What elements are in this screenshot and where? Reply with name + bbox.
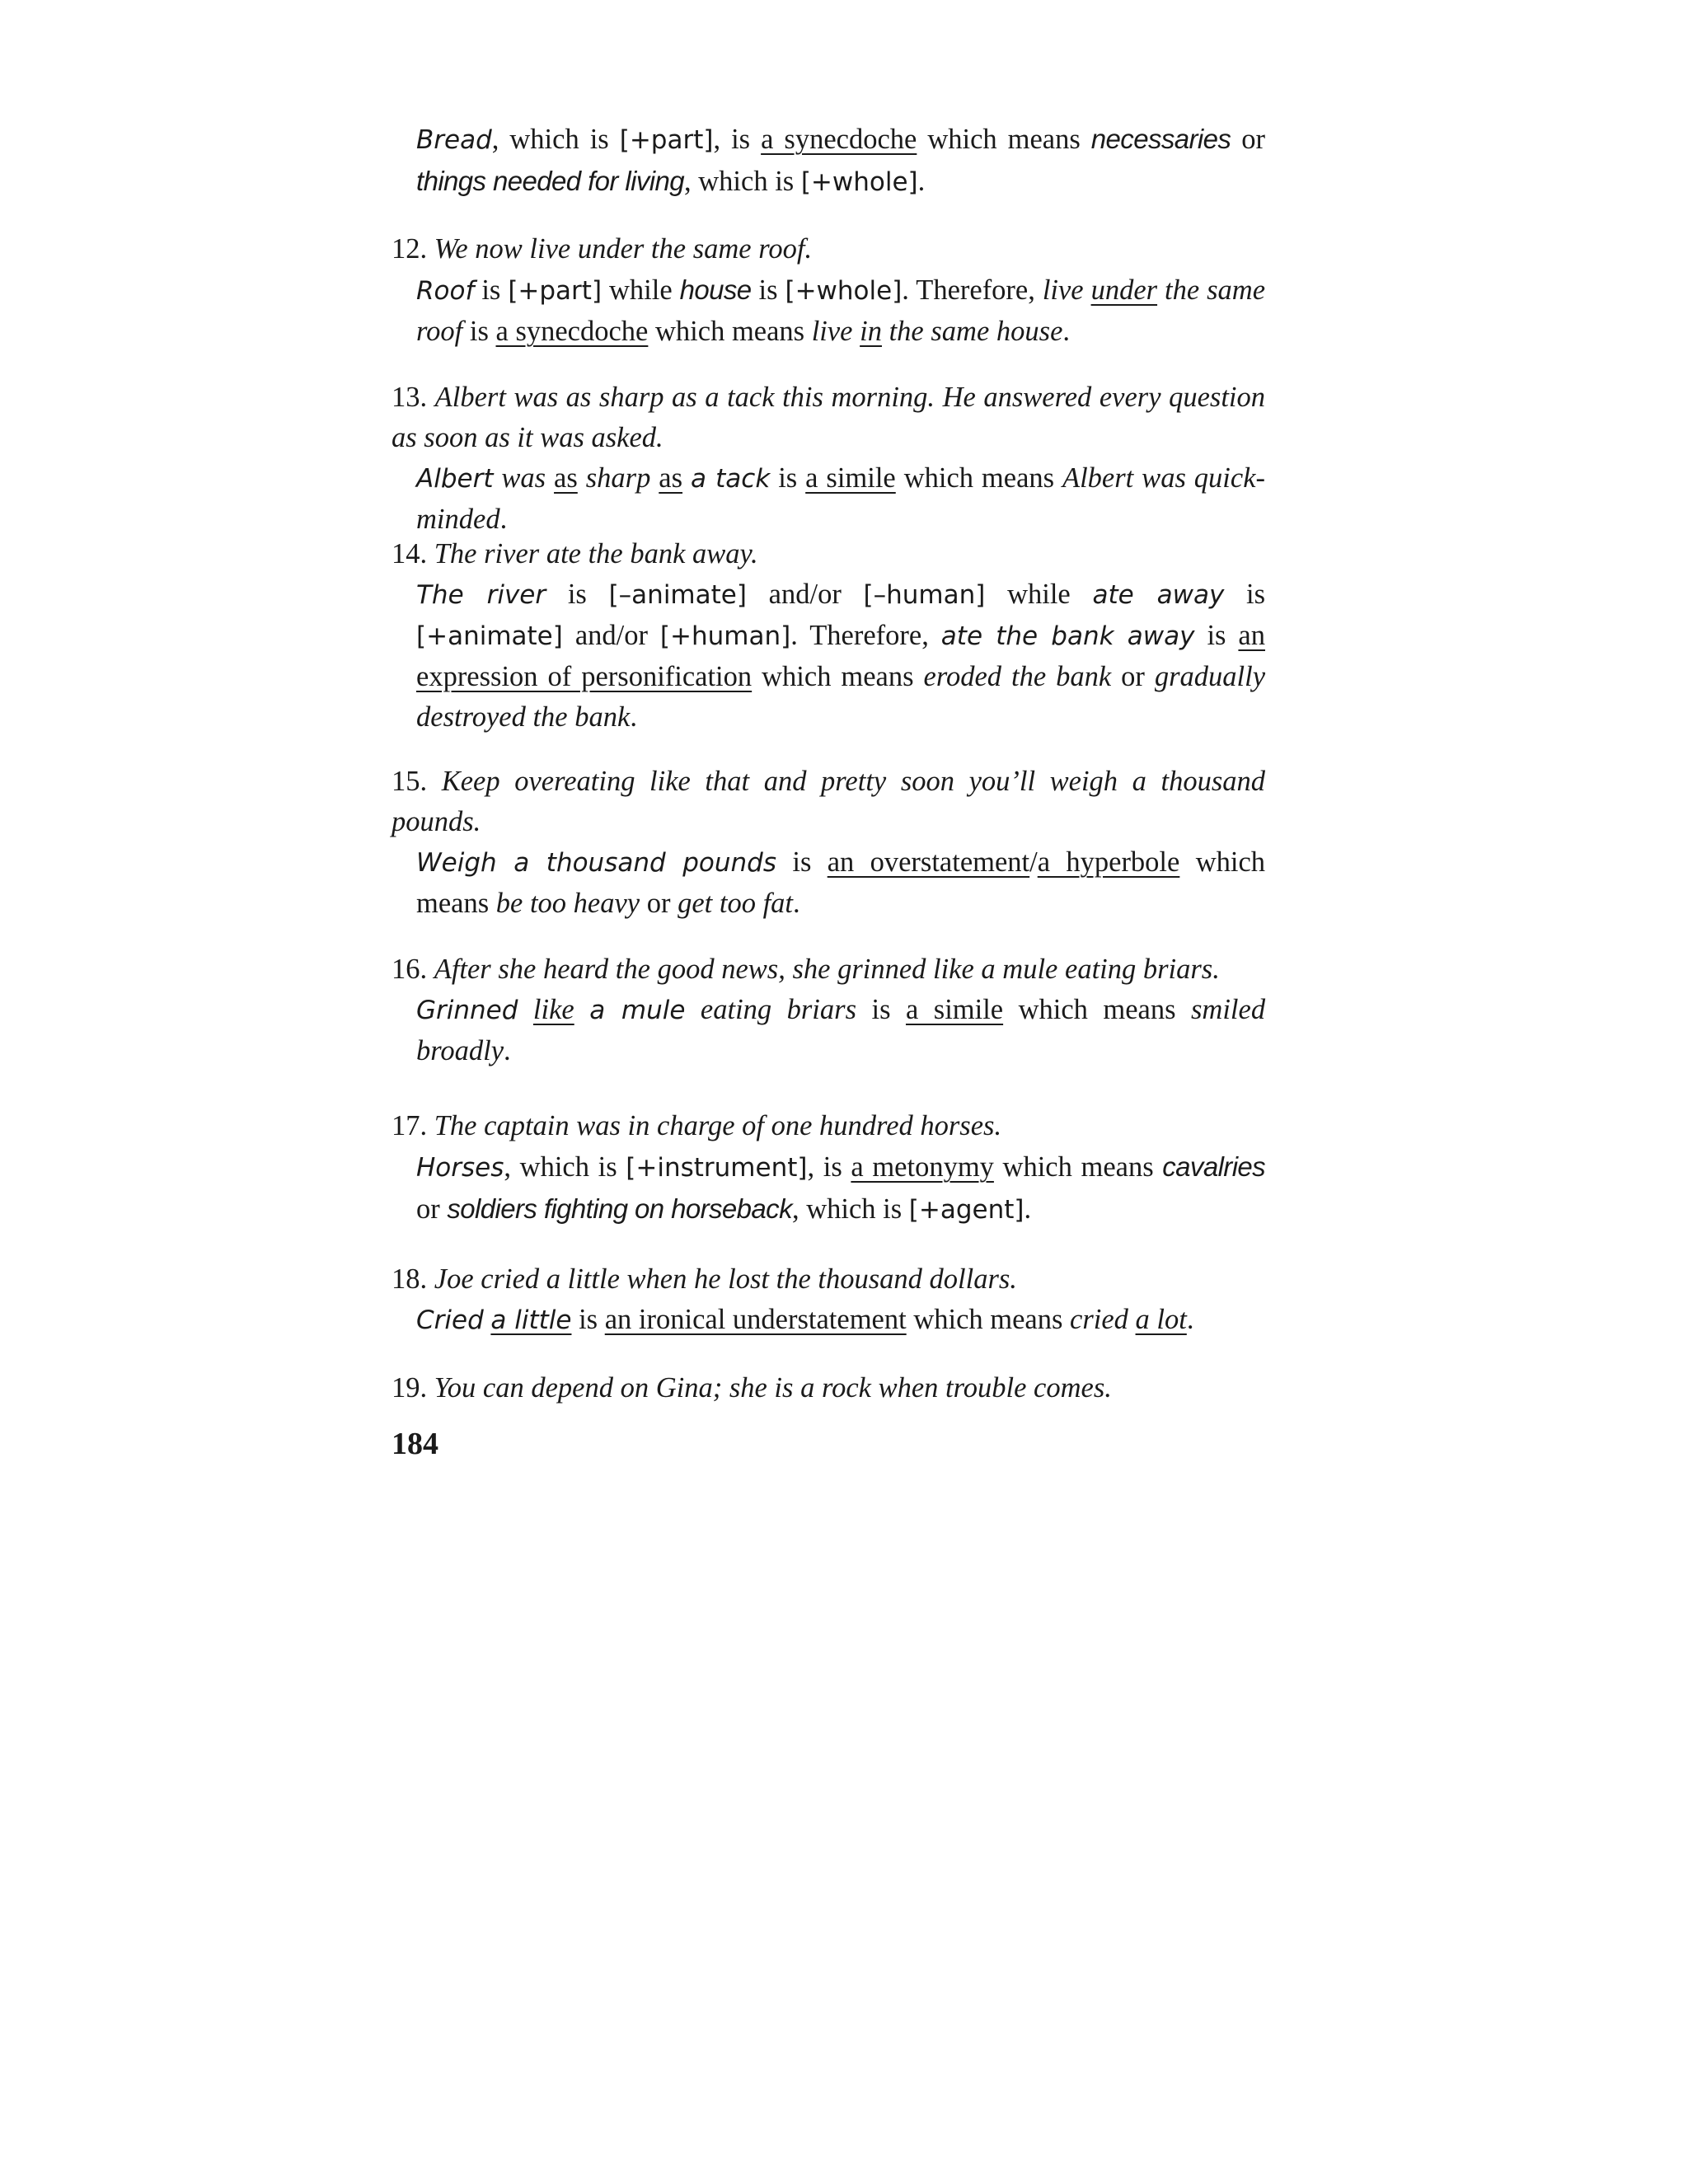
feature-tag: [+agent] [908,1195,1025,1225]
text: which is [509,124,609,155]
text: is [481,274,501,306]
text: is [579,1304,598,1335]
entry-18 [392,1259,1265,1341]
term: a tack [690,464,771,494]
feature-tag: [+whole] [800,167,918,197]
term: a mule [589,996,686,1025]
explanation-14: The river is [–animate] and/or [–human] while ate away is [+animate] and/or [+human]. Therefore, ate the bank away is an expression of personification which means eroded the bank or gradually destroyed the bank. [416,579,1266,733]
word: sharp [585,462,651,494]
text: means [416,888,490,919]
meaning: cried [1070,1304,1128,1335]
text: which means [903,462,1055,494]
comparison-word: like [532,994,574,1025]
text: or [416,1193,440,1225]
meaning: smiled broadly [416,994,1266,1066]
example-sentence: Joe cried a little when he lost the thousand dollars. [434,1263,1017,1295]
explanation-17: Horses, which is [+instrument], is a metonymy which means cavalries or soldiers fighting on horseback, which is [+agent]. [416,1151,1266,1225]
text: which is [806,1193,903,1225]
feature-tag: [–human] [863,580,986,610]
comparison-word: as [554,462,578,494]
explanation-15: Weigh a thousand pounds is an overstatement/a hyperbole which means be too heavy or get too fat. [416,846,1266,919]
term: Horses [416,1153,504,1183]
example-sentence-17 [392,1106,1265,1146]
example-sentence: After she heard the good news, she grinned like a mule eating briars. [434,954,1220,985]
text: is [823,1151,842,1183]
text: which means [762,661,914,692]
meaning: eroded the bank [923,661,1112,692]
entry-19 [392,1368,1265,1408]
phrase: live [1042,274,1084,306]
meaning: necessaries [1090,124,1231,154]
text: is [871,994,891,1025]
meaning-underlined: a lot [1135,1304,1187,1335]
item-number: 13. [392,382,428,413]
page-number: 184 [392,1427,438,1461]
feature-tag: [+whole] [785,276,903,306]
example-sentence: Keep overeating like that and pretty soon you’ll weigh a thousand pounds. [392,766,1265,837]
meaning: the same house [889,316,1063,347]
text: which means [655,316,805,347]
entry-17 [392,1106,1265,1230]
text: is [731,124,751,155]
feature-tag: [+animate] [416,621,563,651]
meaning: get too fat [678,888,794,919]
figure-of-speech: an ironical understatement [604,1304,907,1335]
term: Albert [416,464,494,494]
figure-of-speech: an expression of personification [416,620,1265,692]
item-number: 18. [392,1263,428,1295]
example-sentence-13 [392,377,1265,458]
explanation-18: Cried a little is an ironical understatement which means cried a lot. [416,1304,1194,1335]
meaning-underlined: in [860,316,882,347]
text: which means [913,1304,1063,1335]
example-sentence-16 [392,949,1265,990]
figure-of-speech: a simile [805,462,896,494]
term: ate the bank away [940,621,1195,651]
example-sentence: The captain was in charge of one hundred horses. [434,1110,1002,1141]
text: which is [519,1151,617,1183]
item-number: 17. [392,1110,428,1141]
entry-14 [392,534,1265,738]
text: is [778,462,798,494]
meaning: live [811,316,853,347]
term: Bread [416,125,492,155]
example-sentence-18 [392,1259,1265,1300]
text: or [1241,124,1266,155]
text: Therefore, [916,274,1035,306]
term: Grinned [416,996,518,1025]
text: is [1246,579,1266,610]
feature-tag: [–animate] [608,580,747,610]
meaning: soldiers fighting on horseback [447,1193,792,1224]
feature-tag: [+part] [619,125,714,155]
figure-of-speech: a metonymy [851,1151,994,1183]
text: Therefore, [809,620,929,651]
text: which means [1002,1151,1154,1183]
explanation-13: Albert was as sharp as a tack is a simile which means Albert was quick-minded. [416,462,1266,535]
explanation-12: Roof is [+part] while house is [+whole]. Therefore, live under the same roof is a synecdoche which means live in the same house. [416,274,1266,347]
figure-of-speech: a hyperbole [1037,846,1180,878]
word: was [501,462,546,494]
figure-of-speech: a synecdoche [761,124,917,155]
explanation-16: Grinned like a mule eating briars is a simile which means smiled broadly. [416,994,1266,1066]
item-number: 19. [392,1372,428,1404]
feature-tag: [+instrument] [626,1153,808,1183]
text: is [1207,620,1226,651]
example-sentence-14 [392,534,1265,574]
entry-15 [392,762,1265,924]
meaning: cavalries [1162,1151,1266,1182]
figure-of-speech: a synecdoche [495,316,649,347]
term: house [679,274,752,305]
item-number: 14. [392,538,428,569]
item-number: 15. [392,766,428,797]
meaning: be too heavy [495,888,640,919]
text: which means [1018,994,1176,1025]
text: is [758,274,778,306]
text: while [1007,579,1071,610]
entry-16 [392,949,1265,1071]
item-number: 12. [392,233,428,265]
comparison-word: as [659,462,683,494]
example-sentence: Albert was as sharp as a tack this morning. He answered every question as soon as it was asked. [392,382,1265,453]
term: Weigh a thousand pounds [416,848,777,878]
term: The river [416,580,546,610]
phrase: the same roof [416,274,1266,347]
text: while [609,274,673,306]
term: Cried [416,1305,484,1335]
entry-13 [392,377,1265,540]
example-sentence-12 [392,229,1265,269]
term: ate away [1092,580,1225,610]
example-sentence-19 [392,1368,1265,1408]
example-sentence: The river ate the bank away. [434,538,758,569]
text: or [1121,661,1145,692]
text: is [567,579,587,610]
text: which is [698,166,795,197]
text: or [646,888,671,919]
example-sentence: We now live under the same roof. [434,233,813,265]
text: is [792,846,812,878]
figure-of-speech: an overstatement [827,846,1030,878]
meaning: things needed for living [416,166,684,196]
text: which [1195,846,1266,878]
term-underlined: a little [490,1305,572,1335]
feature-tag: [+part] [508,276,603,306]
text: and/or [574,620,648,651]
phrase-underlined: under [1090,274,1158,306]
entry-11-explanation [392,119,1265,203]
item-number: 16. [392,954,428,985]
text: which means [927,124,1081,155]
entry-12 [392,229,1265,352]
text: is [469,316,489,347]
meaning: gradually destroyed the bank [416,661,1266,733]
figure-of-speech: a simile [905,994,1004,1025]
example-sentence-15 [392,762,1265,842]
meaning: Albert was quick-minded [416,462,1266,535]
feature-tag: [+human] [659,621,791,651]
phrase: eating briars [700,994,856,1025]
explanation-11: Bread, which is [+part], is a synecdoche which means necessaries or things needed for living, which is [+whole]. [416,124,1266,197]
text: and/or [768,579,842,610]
example-sentence: You can depend on Gina; she is a rock when trouble comes. [434,1372,1112,1404]
term: Roof [416,276,475,306]
